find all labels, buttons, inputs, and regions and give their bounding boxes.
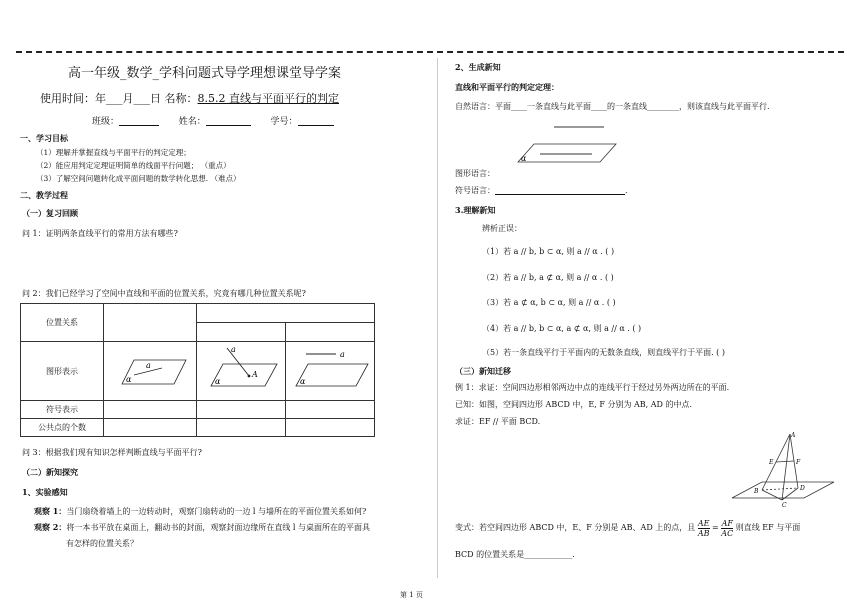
variant-line <box>455 516 800 540</box>
generate-heading: 2、生成新知 <box>455 62 501 72</box>
svg-text:A: A <box>252 370 258 379</box>
line-parallel-plane-figure <box>286 342 374 398</box>
judge-item: （2）若 a // b, a ⊄ α, 则 a // α . ( ) <box>482 273 614 282</box>
id-label: 学号： <box>270 117 298 127</box>
table-cell <box>286 401 375 419</box>
section2-heading: 二、教学过程 <box>20 190 68 200</box>
question-2: 问 2：我们已经学习了空间中直线和平面的位置关系，究竟有哪几种位置关系呢? <box>22 289 306 298</box>
transfer-heading: （三）新知迁移 <box>455 366 511 376</box>
symbol-language: 符号语言： . <box>455 186 628 195</box>
experiment-heading: 1、实验感知 <box>22 487 68 497</box>
svg-text:α: α <box>521 154 527 163</box>
figure-line-intersect-plane <box>197 342 286 401</box>
fraction-ae-ab: $\frac{AE}{AB}$ <box>697 518 710 538</box>
table-row-label: 公共点的个数 <box>21 419 104 437</box>
top-dashed-rule <box>16 51 844 53</box>
svg-text:a: a <box>340 350 345 359</box>
question-1: 问 1：证明两条直线平行的常用方法有哪些? <box>22 229 178 238</box>
id-blank[interactable] <box>298 116 334 126</box>
fraction-af-ac: $\frac{AF}{AC}$ <box>721 518 734 538</box>
page-title: 高一年级_数学_学科问题式导学理想课堂导学案 <box>68 66 342 81</box>
table-cell <box>197 419 286 437</box>
figure-line-parallel-plane <box>286 342 375 401</box>
known-line: 已知：如图，空间四边形 ABCD 中，E, F 分别为 AB, AD 的中点. <box>455 400 693 409</box>
svg-text:α: α <box>300 377 306 386</box>
svg-text:D: D <box>800 485 805 492</box>
example-1: 例 1：求证：空间四边形相邻两边中点的连线平行于经过另外两边所在的平面. <box>455 383 730 392</box>
variant-text: 变式：若空间四边形 ABCD 中，E、F 分别是 AB、AD 上的点，且 <box>455 523 696 532</box>
question-3: 问 3：根据我们现有知识怎样判断直线与平面平行? <box>22 448 202 457</box>
column-divider <box>437 58 438 578</box>
judge-item: （5）若一条直线平行于平面内的无数条直线，则直线平行于平面. ( ) <box>482 348 725 357</box>
svg-text:α: α <box>215 377 221 386</box>
symbol-label: 符号语言： <box>455 186 495 195</box>
section1-heading: 一、学习目标 <box>20 133 68 143</box>
theorem-figure <box>512 118 622 170</box>
svg-text:F: F <box>796 459 801 466</box>
page-number: 第 1 页 <box>400 591 423 599</box>
variant-tail: 则直线 EF 与平面 <box>735 523 801 532</box>
review-heading: （一）复习回顾 <box>22 208 78 218</box>
class-blank[interactable] <box>119 116 159 126</box>
table-row-label: 图形表示 <box>21 342 104 401</box>
theorem-heading: 直线和平面平行的判定定理： <box>455 82 559 92</box>
goal-item: （1）理解并掌握直线与平面平行的判定定理； <box>36 148 191 157</box>
goal-item: （2）能应用判定定理证明简单的线面平行问题； （重点） <box>36 161 231 170</box>
observation-2 <box>34 522 370 533</box>
svg-text:a: a <box>231 345 236 354</box>
graphic-language: 图形语言： <box>455 169 495 178</box>
judge-item: （3）若 a ⊄ α, b ⊂ α, 则 a // α . ( ) <box>482 298 616 307</box>
student-info-line <box>92 114 334 127</box>
judge-item: （1）若 a // b, b ⊂ α, 则 a // α . ( ) <box>482 247 615 256</box>
position-relation-table <box>20 303 375 437</box>
judge-label: 辨析正误： <box>482 224 522 233</box>
observation-2-label: 观察 2： <box>34 522 67 532</box>
observation-1-label: 观察 1： <box>34 506 67 516</box>
explore-heading: （二）新知探究 <box>22 467 78 477</box>
observation-1 <box>34 506 366 517</box>
goal-item: （3）了解空间问题转化成平面问题的数学转化思想. （难点） <box>36 174 241 183</box>
svg-text:α: α <box>126 375 132 384</box>
svg-text:C: C <box>782 502 787 509</box>
table-cell <box>197 401 286 419</box>
judge-item: （4）若 a // b, b ⊂ α, a ⊄ α, 则 a // α . ( ) <box>482 324 642 333</box>
variant-line-2: BCD 的位置关系是____________. <box>455 550 575 559</box>
observation-2-text: 将一本书平放在桌面上，翻动书的封面，观察封面边缘所在直线 l 与桌面所在的平面具 <box>66 523 370 532</box>
table-cell <box>197 323 286 342</box>
table-cell <box>286 419 375 437</box>
table-cell <box>286 323 375 342</box>
equals-sign: = <box>712 523 719 532</box>
usage-line <box>40 90 339 106</box>
observation-1-text: 当门扇绕着墙上的一边转动时，观察门扇转动的一边 l 与墙所在的平面位置关系如何? <box>66 507 367 516</box>
table-row-label: 符号表示 <box>21 401 104 419</box>
name-blank[interactable] <box>206 116 251 126</box>
class-label: 班级： <box>92 117 120 127</box>
table-cell <box>104 401 197 419</box>
usage-prefix: 使用时间：年___月___日 名称： <box>40 92 198 105</box>
table-cell <box>104 419 197 437</box>
table-cell <box>104 304 197 342</box>
svg-text:a: a <box>146 361 151 370</box>
table-cell <box>197 304 375 323</box>
symbol-blank[interactable] <box>495 185 625 195</box>
observation-2-cont: 有怎样的位置关系？ <box>66 539 138 548</box>
figure-line-in-plane <box>104 342 197 401</box>
lesson-name: 8.5.2 直线与平面平行的判定 <box>197 92 339 105</box>
line-intersect-plane-figure <box>197 342 285 398</box>
svg-text:E: E <box>769 459 774 466</box>
natural-language: 自然语言：平面____一条直线与此平面____的一条直线________，则该直线与此平面平行. <box>455 102 770 111</box>
prove-line: 求证：EF // 平面 BCD. <box>455 417 541 426</box>
table-row-label: 位置关系 <box>21 304 104 342</box>
line-in-plane-figure <box>104 342 196 398</box>
name-label: 姓名： <box>178 117 206 127</box>
understand-heading: 3.理解新知 <box>455 205 496 215</box>
svg-text:A: A <box>791 432 796 439</box>
tetrahedron-figure <box>726 428 838 510</box>
svg-text:B: B <box>754 488 759 495</box>
